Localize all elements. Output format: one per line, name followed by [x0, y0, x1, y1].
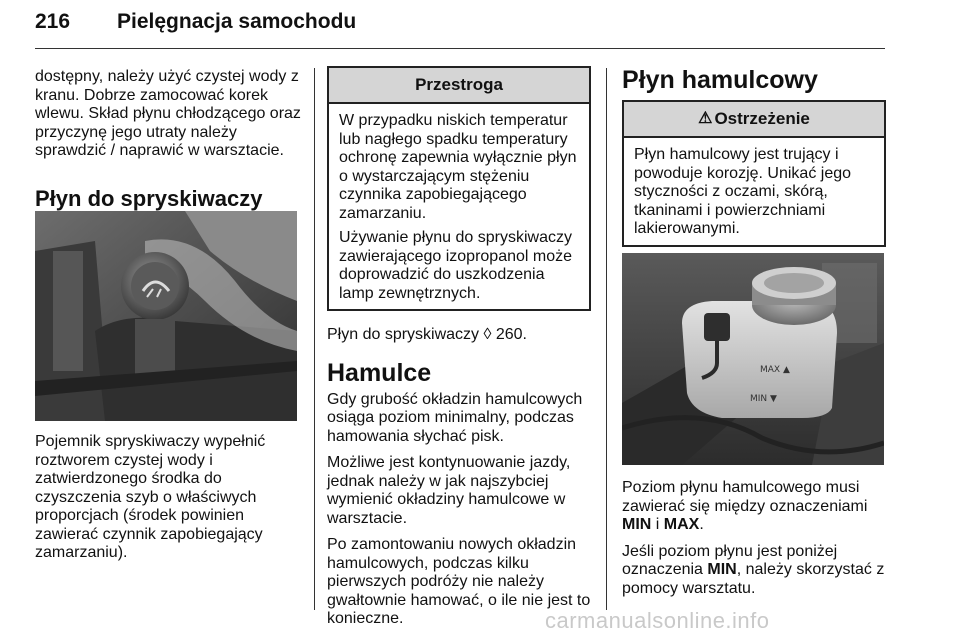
p1-text: Poziom płynu hamulcowego musi zawierać się między oznaczeniami — [622, 479, 868, 515]
caution-title: Przestroga — [329, 68, 589, 104]
column-2 — [327, 66, 591, 637]
min-marking-label: MIN ▼ — [750, 394, 777, 404]
brake-fluid-paragraph-2 — [622, 543, 888, 599]
column-divider-1 — [314, 68, 315, 610]
period: . — [699, 516, 704, 533]
washer-reservoir-photo — [35, 211, 297, 421]
reference-arrow-icon: ◊ — [483, 326, 492, 343]
and-text: i — [655, 516, 660, 533]
reference-text: Płyn do spryskiwaczy — [327, 326, 480, 343]
caution-box — [327, 66, 591, 311]
caution-paragraph-1: W przypadku niskich temperatur lub nagłego spadku temperatury ochronę zapewnia wyłącznie płyn o wystarczającym stężeniu czynnika zapobiegającego zamarzaniu. — [339, 112, 577, 222]
column-1 — [35, 68, 303, 212]
column-3-text — [622, 479, 888, 606]
brakes-heading: Hamulce — [327, 358, 432, 387]
column-divider-2 — [606, 68, 607, 610]
caution-paragraph-2: Używanie płynu do spryskiwaczy zawierającego izopropanol może doprowadzić do uszkodzenia lamp zewnętrznych. — [339, 229, 573, 302]
intro-paragraph: dostępny, należy użyć czystej wody z kranu. Dobrze zamocować korek wlewu. Skład płynu chłodzącego oraz przyczynę jego utraty należy sprawdzić / naprawić w warsztacie. — [35, 68, 301, 159]
column-3 — [622, 66, 886, 247]
warning-title: Ostrzeżenie — [714, 108, 810, 128]
watermark: carmanualsonline.info — [545, 608, 770, 633]
warning-header — [624, 102, 884, 138]
brake-fluid-heading: Płyn hamulcowy — [622, 66, 818, 94]
washer-reference — [327, 326, 591, 345]
brake-fluid-reservoir-photo — [622, 253, 884, 465]
page-header — [35, 8, 885, 38]
washer-fluid-heading: Płyn do spryskiwaczy — [35, 185, 263, 211]
header-rule — [35, 48, 885, 49]
brakes-paragraph-1: Gdy grubość okładzin hamulcowych osiąga poziom minimalny, podczas hamowania słychać pisk. — [327, 390, 583, 445]
page-number: 216 — [35, 10, 71, 33]
min-label: MIN — [622, 516, 652, 533]
brakes-paragraph-2: Możliwe jest kontynuowanie jazdy, jednak należy w jak najszybciej wymienić okładziny hamulcowe w warsztacie. — [327, 454, 571, 527]
washer-caption: Pojemnik spryskiwaczy wypełnić roztworem czystej wody i zatwierdzonego środka do czyszczenia szyb o właściwych proporcjach (środek powinien zawierać czynnik zapobiegający zamarzaniu). — [35, 433, 266, 561]
column-1-caption — [35, 433, 303, 571]
max-marking-label: MAX ▲ — [760, 365, 790, 375]
reference-page-link[interactable]: 260. — [495, 326, 527, 343]
p2-text-end: , należy skorzystać z pomocy warsztatu. — [622, 561, 885, 597]
brakes-paragraph-3: Po zamontowaniu nowych okładzin hamulcowych, podczas kilku pierwszych podróży nie należy gwałtownie hamować, o ile nie jest to konieczne. — [327, 536, 591, 627]
min-label-2: MIN — [707, 561, 737, 578]
warning-box — [622, 100, 886, 247]
warning-triangle-icon: ⚠ — [698, 109, 713, 127]
page-title: Pielęgnacja samochodu — [117, 10, 357, 33]
max-label: MAX — [663, 516, 700, 533]
brake-fluid-paragraph-1 — [622, 479, 888, 535]
p2-text: Jeśli poziom płynu jest poniżej oznaczenia — [622, 542, 838, 578]
warning-text: Płyn hamulcowy jest trujący i powoduje korozję. Unikać jego styczności z oczami, skórą, tkaninami i powierzchniami lakierowanymi. — [634, 146, 852, 237]
